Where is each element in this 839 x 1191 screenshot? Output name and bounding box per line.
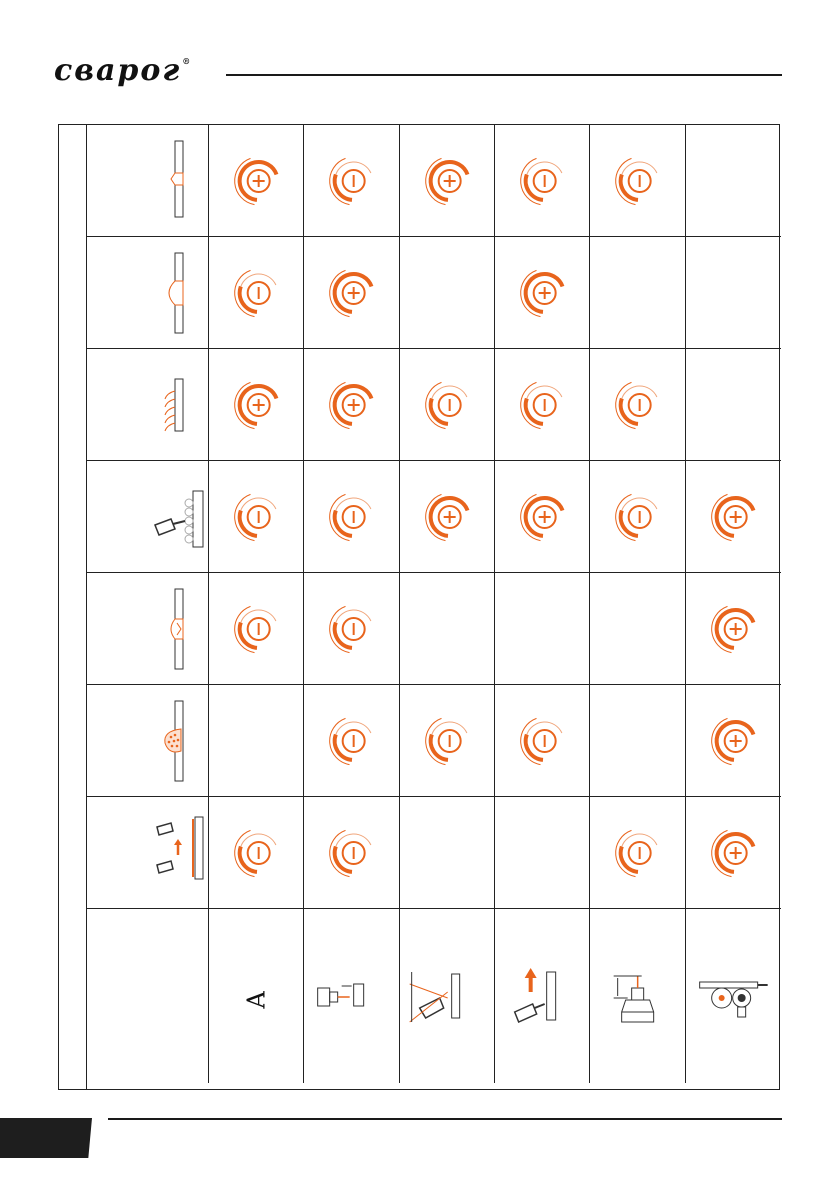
- increase-gauge-icon: [425, 494, 467, 540]
- stickout-icon: [318, 984, 364, 1006]
- gauge-cell: [590, 237, 685, 349]
- decrease-gauge-icon: [330, 830, 371, 876]
- footer-rule: [108, 1118, 782, 1120]
- gauge-cell: [495, 461, 590, 573]
- gauge-cell: [209, 573, 304, 685]
- gauge-cell: [209, 685, 304, 797]
- decrease-gauge-icon: [616, 830, 657, 876]
- porous-weld-icon: [165, 701, 183, 781]
- increase-gauge-icon: [711, 718, 753, 764]
- gauge-cell: [209, 797, 304, 909]
- decrease-gauge-icon: [425, 718, 466, 764]
- butt-convex-weld-icon: [169, 253, 183, 333]
- header-rule: [226, 74, 782, 76]
- joint-cell: [87, 125, 209, 237]
- gauge-cell: [495, 685, 590, 797]
- gauge-cell: [686, 573, 781, 685]
- gauge-cell: [304, 573, 399, 685]
- logo-text: сварог: [54, 53, 182, 88]
- gauge-cell: [590, 349, 685, 461]
- gauge-cell: [400, 685, 495, 797]
- page-number-block: [0, 1118, 92, 1158]
- gauge-cell: [209, 125, 304, 237]
- gauge-cell: [209, 461, 304, 573]
- increase-gauge-icon: [330, 382, 372, 428]
- decrease-gauge-icon: [235, 606, 276, 652]
- joint-cell: [87, 237, 209, 349]
- decrease-gauge-icon: [425, 382, 466, 428]
- brand-logo: [54, 53, 193, 92]
- ripple-weld-icon: [165, 379, 183, 431]
- gauge-cell: [686, 797, 781, 909]
- two-torch-weld-icon: [157, 817, 203, 879]
- parameter-cell: [304, 909, 399, 1083]
- parameter-cell: [87, 909, 209, 1083]
- joint-cell: [87, 349, 209, 461]
- decrease-gauge-icon: [235, 494, 276, 540]
- concave-weld-icon: [171, 589, 183, 669]
- parameter-cell: [209, 909, 304, 1083]
- increase-gauge-icon: [235, 382, 277, 428]
- increase-gauge-icon: [711, 606, 753, 652]
- gauge-cell: [495, 237, 590, 349]
- gauge-cell: [590, 797, 685, 909]
- gauge-cell: [686, 237, 781, 349]
- current-icon: [243, 991, 271, 1010]
- gauge-cell: [304, 125, 399, 237]
- joint-cell: [87, 685, 209, 797]
- torch-angle-icon: [409, 972, 459, 1022]
- increase-gauge-icon: [330, 270, 372, 316]
- decrease-gauge-icon: [521, 158, 562, 204]
- decrease-gauge-icon: [616, 158, 657, 204]
- decrease-gauge-icon: [235, 270, 276, 316]
- travel-direction-icon: [515, 968, 556, 1022]
- decrease-gauge-icon: [330, 494, 371, 540]
- gauge-cell: [686, 685, 781, 797]
- parameter-cell: [495, 909, 590, 1083]
- parameter-cell: [590, 909, 685, 1083]
- gas-flow-icon: [699, 982, 767, 1017]
- increase-gauge-icon: [235, 158, 277, 204]
- gauge-cell: [400, 237, 495, 349]
- joint-cell: [87, 461, 209, 573]
- arc-length-icon: [614, 976, 654, 1022]
- side-column: [59, 125, 87, 1089]
- welding-defects-table: [58, 124, 780, 1090]
- gauge-cell: [304, 797, 399, 909]
- gauge-cell: [686, 461, 781, 573]
- increase-gauge-icon: [521, 270, 563, 316]
- decrease-gauge-icon: [521, 718, 562, 764]
- parameter-cell: [686, 909, 781, 1083]
- gauge-cell: [304, 237, 399, 349]
- gauge-cell: [590, 461, 685, 573]
- gauge-cell: [209, 237, 304, 349]
- gauge-cell: [304, 461, 399, 573]
- gauge-cell: [400, 797, 495, 909]
- gauge-cell: [495, 573, 590, 685]
- decrease-gauge-icon: [616, 494, 657, 540]
- gauge-cell: [590, 685, 685, 797]
- gauge-cell: [400, 349, 495, 461]
- joint-cell: [87, 797, 209, 909]
- increase-gauge-icon: [521, 494, 563, 540]
- increase-gauge-icon: [711, 494, 753, 540]
- gauge-cell: [400, 461, 495, 573]
- gauge-cell: [304, 349, 399, 461]
- decrease-gauge-icon: [330, 718, 371, 764]
- gauge-cell: [304, 685, 399, 797]
- increase-gauge-icon: [711, 830, 753, 876]
- gauge-cell: [495, 349, 590, 461]
- side-torch-weld-icon: [155, 491, 203, 547]
- registered-mark: ®: [182, 56, 193, 66]
- gauge-cell: [686, 349, 781, 461]
- butt-gap-weld-icon: [171, 141, 183, 217]
- gauge-cell: [495, 797, 590, 909]
- gauge-cell: [590, 125, 685, 237]
- decrease-gauge-icon: [330, 158, 371, 204]
- gauge-cell: [400, 573, 495, 685]
- decrease-gauge-icon: [521, 382, 562, 428]
- decrease-gauge-icon: [330, 606, 371, 652]
- current-symbol: A: [242, 991, 271, 1009]
- decrease-gauge-icon: [235, 830, 276, 876]
- gauge-cell: [400, 125, 495, 237]
- decrease-gauge-icon: [616, 382, 657, 428]
- gauge-cell: [209, 349, 304, 461]
- joint-cell: [87, 573, 209, 685]
- gauge-cell: [686, 125, 781, 237]
- increase-gauge-icon: [425, 158, 467, 204]
- gauge-cell: [590, 573, 685, 685]
- parameter-cell: [400, 909, 495, 1083]
- gauge-cell: [495, 125, 590, 237]
